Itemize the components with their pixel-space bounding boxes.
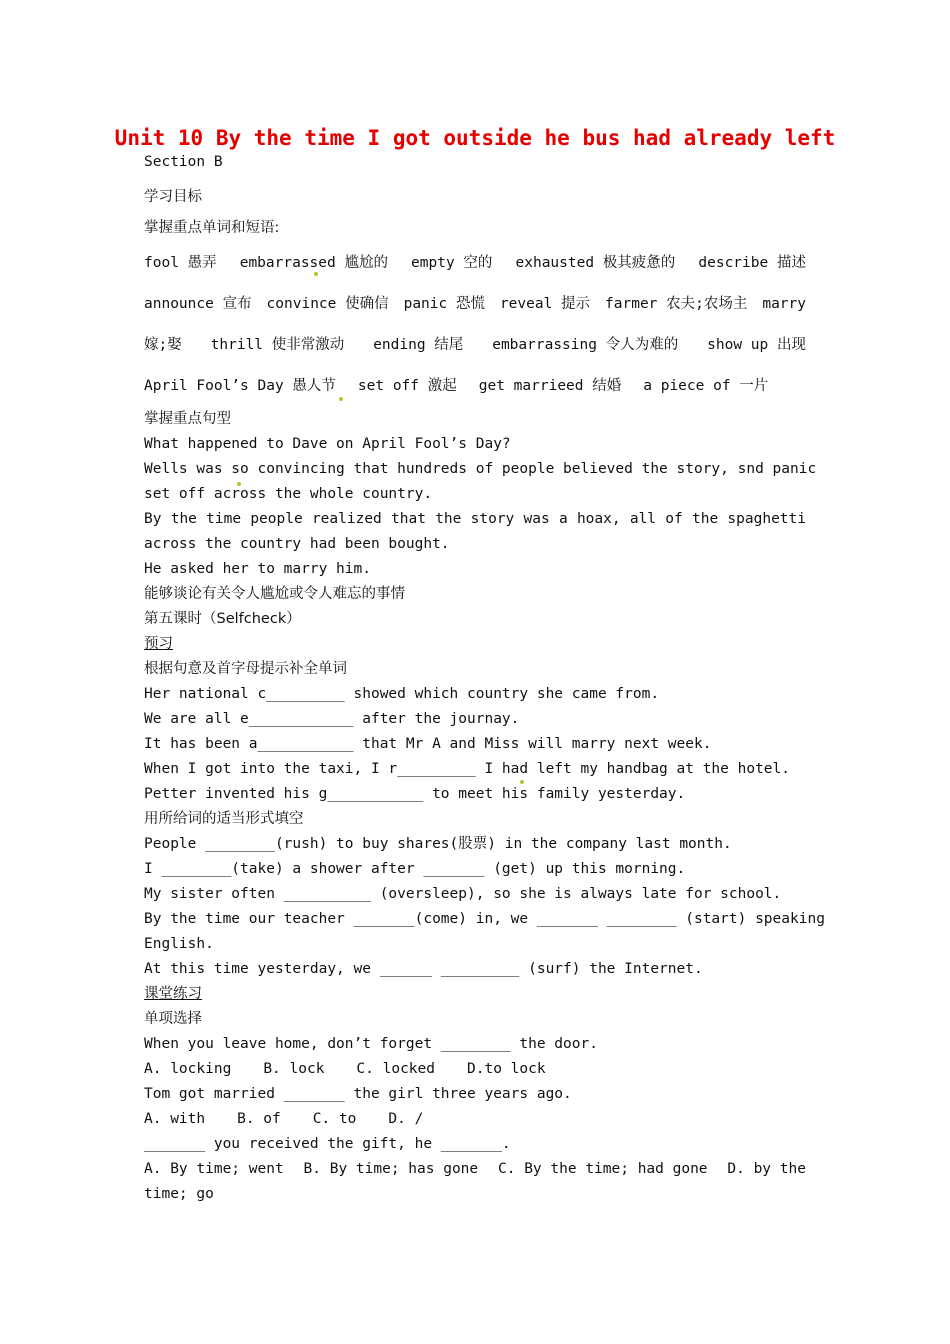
sentence: [144, 457, 817, 482]
option: B. lock: [263, 1061, 325, 1077]
exercise-item: English.: [144, 936, 214, 952]
exercise-item: We are all e____________ after the journay.: [144, 711, 520, 727]
study-goals-heading: 学习目标: [144, 189, 202, 205]
vocab-item: fool 愚弄: [144, 255, 217, 271]
sentence-text: By the time people realized that the story was a hoax, all of the spaghetti: [144, 511, 806, 527]
vocab-item: get marrieed 结婚: [478, 378, 622, 394]
single-choice-heading: 单项选择: [144, 1011, 202, 1027]
exercise-item: Her national c_________ showed which country she came from.: [144, 686, 660, 702]
exercise-item: At this time yesterday, we ______ _________ (surf) the Internet.: [144, 961, 703, 977]
ability-goal: 能够谈论有关令人尴尬或令人难忘的事情: [144, 586, 405, 602]
option: A. with: [144, 1111, 206, 1127]
vocab-item: ending 结尾: [373, 337, 464, 353]
option: C. locked: [356, 1061, 435, 1077]
sentence: What happened to Dave on April Fool’s Day?: [144, 436, 511, 452]
vocab-line: [144, 325, 806, 366]
sentence: set off across the whole country.: [144, 486, 433, 502]
fill-form-heading: 用所给词的适当形式填空: [144, 811, 304, 827]
option: C. By the time; had gone: [498, 1161, 708, 1177]
vocab-line: [144, 284, 806, 325]
vocab-item: reveal 提示: [499, 296, 591, 312]
preview-heading: 预习: [144, 636, 173, 652]
option: A. By time; went: [144, 1161, 284, 1177]
speck-mark: [339, 397, 343, 401]
option: A. locking: [144, 1061, 232, 1077]
lesson-label: 第五课时（Selfcheck）: [144, 611, 301, 627]
vocab-item: panic 恐慌: [403, 296, 485, 312]
vocab-line: [144, 366, 806, 407]
options-row: [144, 1057, 806, 1082]
section-label: Section B: [144, 154, 223, 170]
exercise-item: When I got into the taxi, I r_________ I had left my handbag at the hotel.: [144, 761, 791, 777]
speck-mark: [314, 272, 318, 276]
exercise-item: People ________(rush) to buy shares(股票) in the company last month.: [144, 836, 732, 852]
options-row: [144, 1107, 806, 1132]
vocab-line: [144, 243, 806, 284]
vocab-item: convince 使确信: [266, 296, 389, 312]
exercise-item: [144, 907, 825, 932]
vocab-item: marry: [762, 296, 806, 312]
exercise-text: By the time our teacher _______(come) in, we _______ ________ (start) speaking: [144, 911, 825, 927]
exercise-item: Petter invented his g___________ to meet his family yesterday.: [144, 786, 686, 802]
vocab-block: [144, 243, 806, 407]
question: _______ you received the gift, he _______.: [144, 1136, 511, 1152]
vocab-item: exhausted 极其疲惫的: [515, 255, 676, 271]
vocab-item: April Fool’s Day 愚人节: [144, 378, 336, 394]
exercise-item: My sister often __________ (oversleep), so she is always late for school.: [144, 886, 782, 902]
vocab-item: a piece of 一片: [643, 378, 769, 394]
sentence: across the country had been bought.: [144, 536, 450, 552]
sentence: He asked her to marry him.: [144, 561, 371, 577]
vocab-item: farmer 农夫;农场主: [605, 296, 748, 312]
vocab-item: empty 空的: [411, 255, 493, 271]
fill-initial-heading: 根据句意及首字母提示补全单词: [144, 661, 347, 677]
sentence-text: Wells was so convincing that hundreds of people believed the story, snd panic: [144, 461, 817, 477]
document-title: Unit 10 By the time I got outside he bus had already left: [114, 126, 836, 150]
question: Tom got married _______ the girl three years ago.: [144, 1086, 572, 1102]
practice-heading: 课堂练习: [144, 986, 202, 1002]
vocab-item: set off 激起: [357, 378, 457, 394]
option: D. /: [388, 1111, 424, 1127]
key-sentences-heading: 掌握重点句型: [144, 411, 231, 427]
vocab-item: 嫁;娶: [144, 337, 182, 353]
vocab-item: embarrassing 令人为难的: [492, 337, 679, 353]
vocab-item: describe 描述: [698, 255, 806, 271]
sentence: [144, 507, 806, 532]
question: When you leave home, don’t forget ________ the door.: [144, 1036, 598, 1052]
document-body: [144, 150, 825, 1207]
speck-mark: [520, 780, 524, 784]
option: B. of: [237, 1111, 281, 1127]
option-continuation: time; go: [144, 1186, 214, 1202]
vocab-item: embarrassed 尴尬的: [239, 255, 388, 271]
option: B. By time; has gone: [303, 1161, 479, 1177]
options-row: [144, 1157, 806, 1182]
speck-mark: [237, 482, 241, 486]
exercise-item: It has been a___________ that Mr A and Miss will marry next week.: [144, 736, 712, 752]
option: D. by the: [727, 1161, 806, 1177]
vocab-item: announce 宣布: [144, 296, 252, 312]
option: C. to: [312, 1111, 357, 1127]
vocab-item: thrill 使非常激动: [210, 337, 345, 353]
exercise-item: I ________(take) a shower after _______ (get) up this morning.: [144, 861, 686, 877]
vocab-item: show up 出现: [707, 337, 806, 353]
option: D.to lock: [467, 1061, 546, 1077]
key-words-heading: 掌握重点单词和短语:: [144, 220, 280, 236]
